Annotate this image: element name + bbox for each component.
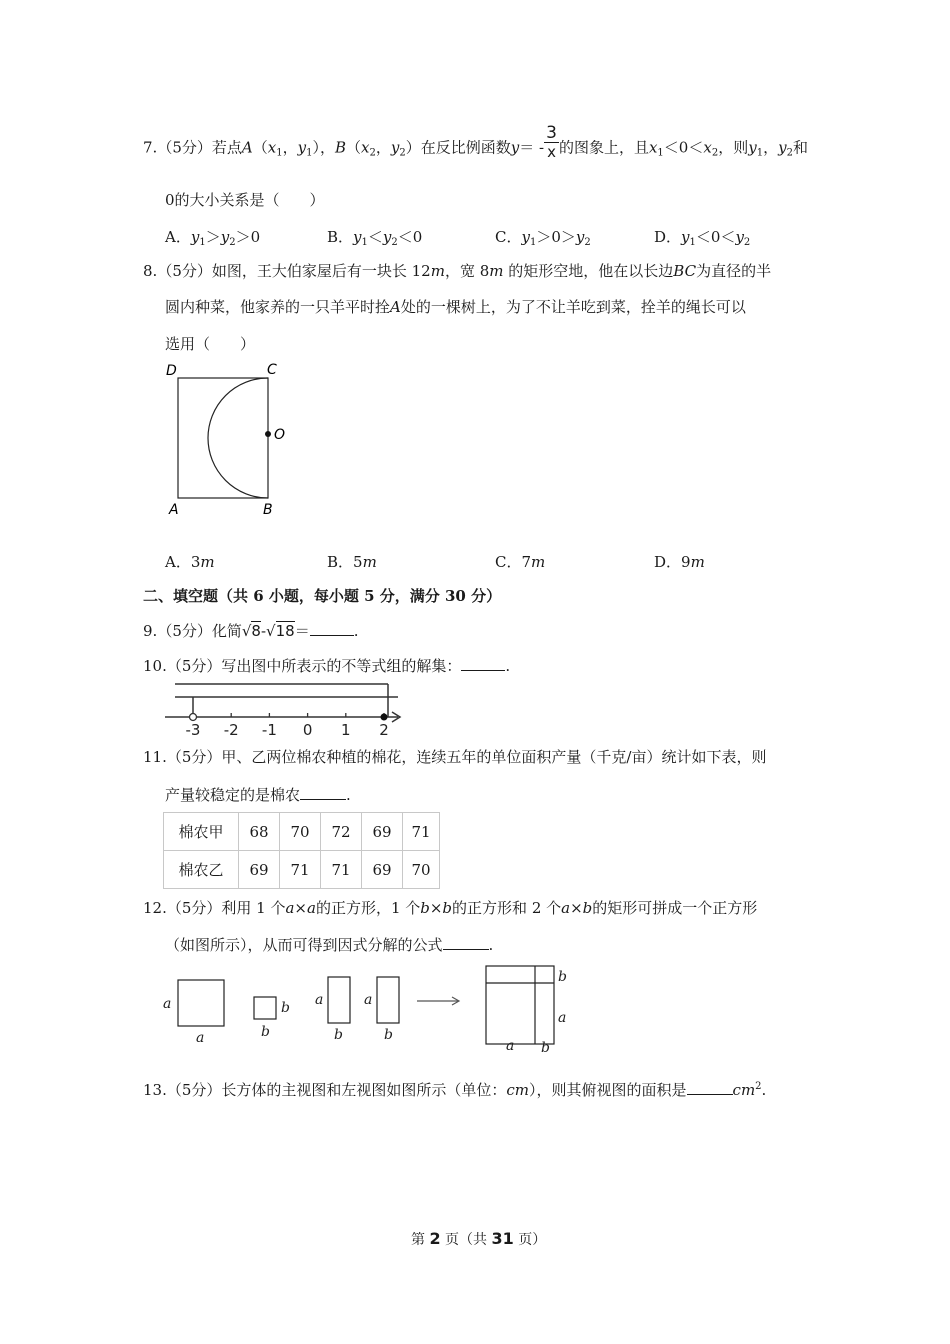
question-8-line-2: 圆内种菜，他家养的一只羊平时拴A处的一棵树上，为了不让羊吃到菜，拴羊的绳长可以 bbox=[165, 298, 746, 316]
question-11-line-1: 11.（5分）甲、乙两位棉农种植的棉花，连续五年的单位面积产量（千克/亩）统计如下表，则 bbox=[143, 748, 767, 766]
label-b: b bbox=[541, 1040, 550, 1056]
label-a: a bbox=[506, 1038, 515, 1054]
number-line-figure bbox=[160, 680, 410, 740]
square-a-by-a bbox=[178, 980, 224, 1026]
question-10: 10.（5分）写出图中所表示的不等式组的解集： . bbox=[143, 657, 511, 675]
label-a: A bbox=[169, 502, 179, 518]
square-b-by-b bbox=[254, 997, 276, 1019]
sqrt-18: √18 bbox=[266, 622, 295, 640]
answer-blank bbox=[461, 670, 505, 671]
question-8-option-c: C．7m bbox=[495, 553, 546, 571]
question-8-line-3: 选用（ ） bbox=[165, 335, 256, 353]
answer-blank bbox=[443, 949, 489, 950]
rectangle-semicircle-figure bbox=[160, 360, 300, 520]
sqrt-8: √8 bbox=[241, 622, 261, 640]
label-o: O bbox=[274, 427, 286, 443]
answer-blank bbox=[300, 799, 346, 800]
tick-label: 1 bbox=[341, 721, 351, 739]
cotton-yield-table bbox=[163, 812, 440, 889]
label-b: b bbox=[334, 1027, 343, 1043]
total-pages: 31 bbox=[491, 1229, 514, 1248]
rectangle-a-by-b-1 bbox=[328, 977, 350, 1023]
question-8-option-b: B．5m bbox=[327, 553, 377, 571]
label-b: b bbox=[261, 1024, 270, 1040]
label-a: a bbox=[163, 996, 172, 1012]
rectangle-a-by-b-2 bbox=[377, 977, 399, 1023]
label-b: b bbox=[281, 1000, 290, 1016]
question-7-option-a: A．$y_1>y_2>0$ bbox=[165, 228, 261, 248]
combined-square bbox=[486, 966, 554, 1044]
question-9: 9.（5分）化简√8-√18＝ . bbox=[143, 622, 359, 640]
label-d: D bbox=[166, 363, 177, 379]
label-a: a bbox=[364, 992, 373, 1008]
question-8-line-1: 8.（5分）如图，王大伯家屋后有一块长 12m，宽 8m 的矩形空地，他在以长边BC为直径的半 bbox=[143, 262, 772, 280]
question-8-option-a: A．3m bbox=[165, 553, 215, 571]
tick-label: 2 bbox=[379, 721, 389, 739]
semicircle-arc bbox=[208, 378, 268, 498]
question-7-line-2: 0的大小关系是（ ） bbox=[165, 191, 325, 209]
question-11-line-2: 产量较稳定的是棉农 . bbox=[165, 786, 351, 804]
tick-label: 0 bbox=[302, 721, 313, 739]
answer-blank bbox=[310, 635, 354, 636]
open-point-minus-3 bbox=[190, 714, 197, 721]
label-a: a bbox=[196, 1030, 205, 1046]
answer-blank bbox=[687, 1094, 733, 1095]
question-8-option-d: D．9m bbox=[654, 553, 705, 571]
table-row: 棉农甲 68 70 72 69 71 bbox=[164, 813, 440, 851]
question-12-line-1: 12.（5分）利用 1 个a×a的正方形，1 个b×b的正方形和 2 个a×b的矩形可拼成一个正方形 bbox=[143, 899, 758, 917]
question-12-line-2: （如图所示），从而可得到因式分解的公式 . bbox=[165, 936, 494, 954]
label-a: a bbox=[558, 1010, 567, 1026]
page-footer: 第 2 页（共 31 页） bbox=[411, 1229, 547, 1248]
label-b: b bbox=[558, 969, 567, 985]
label-a: a bbox=[315, 992, 324, 1008]
section-heading-fill-in: 二、填空题（共 6 小题，每小题 5 分，满分 30 分） bbox=[143, 587, 502, 605]
label-b: B bbox=[263, 502, 273, 518]
question-7-line-1: 7.（5分）若点$A(x_1$，$y_1$），$B(x_2$，$y_2$）在反比例函数y＝ - $\frac{3}{x}$ 的图象上，且$x_1<0<x_2$，则$y_1$，$y_2$和 bbox=[143, 123, 808, 161]
current-page-number: 2 bbox=[429, 1229, 441, 1248]
fraction-3-over-x: $\frac{3}{x}$ bbox=[546, 123, 557, 161]
point-o bbox=[265, 431, 271, 437]
label-c: C bbox=[267, 362, 277, 378]
closed-point-2 bbox=[381, 714, 388, 721]
table-row: 棉农乙 69 71 71 69 70 bbox=[164, 851, 440, 889]
tick-label: -2 bbox=[223, 721, 239, 739]
question-7-option-c: C．$y_1>0>y_2$ bbox=[495, 228, 591, 248]
question-7-option-d: D．$y_1<0<y_2$ bbox=[654, 228, 751, 248]
question-7-option-b: B．$y_1<y_2<0$ bbox=[327, 228, 423, 248]
rectangle-abcd bbox=[178, 378, 268, 498]
label-b: b bbox=[384, 1027, 393, 1043]
square-assembly-figure bbox=[158, 960, 578, 1060]
question-13: 13.（5分）长方体的主视图和左视图如图所示（单位：cm），则其俯视图的面积是 $cm^2$. bbox=[143, 1081, 767, 1099]
tick-label: -3 bbox=[185, 721, 201, 739]
tick-label: -1 bbox=[261, 721, 277, 739]
